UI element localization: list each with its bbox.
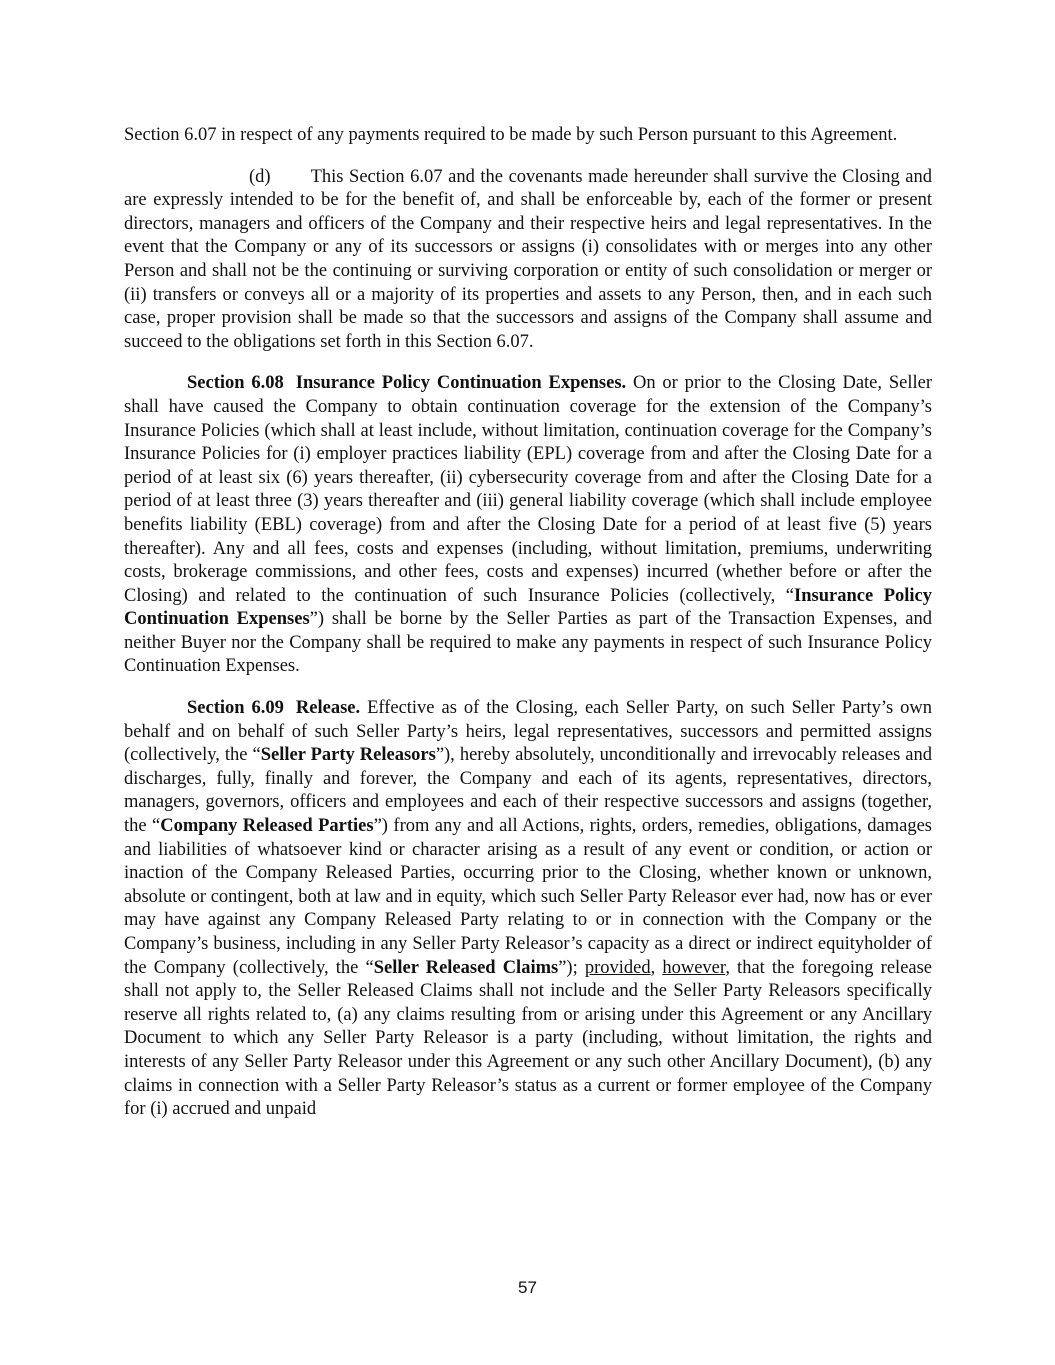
section-6-08-title: Insurance Policy Continuation Expenses. <box>295 373 627 394</box>
section-6-09-text-5: , that the foregoing release shall not apply to, the Seller Released Claims shall not include and the Seller Party Releasors specifically reserve all rights related to, (a) any claims resulting from or arising under this Agreement or any Ancillary Document to which any Seller Party Releasor is a party (including, without limitation, the rights and interests of any Seller Party Releasor under this Agreement or any such other Ancillary Document), (b) any claims in connection with a Seller Party Releasor’s status as a current or former employee of the Company for (i) accrued and unpaid <box>124 957 933 1120</box>
section-6-08-text-1: On or prior to the Closing Date, Seller shall have caused the Company to obtain continuation coverage for the extension of the Company’s Insurance Policies (which shall at least include, without limitation, continuation coverage for the Company’s Insurance Policies for (i) employer practices liability (EPL) coverage from and after the Closing Date for a period of at least six (6) years thereafter, (ii) cybersecurity coverage from and after the Closing Date for a period of at least three (3) years thereafter and (iii) general liability coverage (which shall include employee benefits liability (EBL) coverage) from and after the Closing Date for a period of at least five (5) years thereafter). Any and all fees, costs and expenses (including, without limitation, premiums, underwriting costs, brokerage commissions, and other fees, costs and expenses) incurred (whether before or after the Closing) and related to the continuation of such Insurance Policies (collectively, “ <box>124 373 932 606</box>
continued-paragraph-text: Section 6.07 in respect of any payments required to be made by such Person pursuant to this Agreement. <box>124 125 898 145</box>
defined-term-company-released-parties: Company Released Parties <box>160 816 374 837</box>
document-page <box>124 124 932 1122</box>
section-6-09-text-3: ”) from any and all Actions, rights, orders, remedies, obligations, damages and liabilities of whatsoever kind or character arising as a result of any event or condition, or action or inaction of the Company Released Parties, occurring prior to the Closing, whether known or unknown, absolute or contingent, both at law and in equity, which such Seller Party Releasor ever had, now has or ever may have against any Company Released Party relating to or in connection with the Company or the Company’s business, including in any Seller Party Releasor’s capacity as a direct or indirect equityholder of the Company (collectively, the “ <box>124 816 932 978</box>
provided-word: provided <box>584 957 651 978</box>
section-6-09-number: Section 6.09 <box>187 698 284 719</box>
continued-paragraph <box>124 124 932 148</box>
section-6-08-text-2: ”) shall be borne by the Seller Parties as part of the Transaction Expenses, and neither Buyer nor the Company shall be required to make any payments in respect of such Insurance Policy Continuation Expenses. <box>124 609 932 677</box>
however-word: however <box>662 957 726 978</box>
section-6-09-text-1: Effective as of the Closing, each Seller Party, on such Seller Party’s own behalf and on behalf of such Seller Party’s heirs, legal representatives, successors and permitted assigns (collectively, the “ <box>124 698 932 766</box>
section-6-08 <box>124 372 932 679</box>
paragraph-d-label: (d) <box>249 166 271 187</box>
defined-term-seller-party-releasors: Seller Party Releasors <box>260 745 436 766</box>
section-6-08-number: Section 6.08 <box>187 373 284 394</box>
section-6-08-defined-term: Insurance Policy Continuation Expenses <box>124 585 932 630</box>
section-6-09 <box>124 697 932 1122</box>
section-6-09-comma: , <box>650 957 663 978</box>
defined-term-seller-released-claims: Seller Released Claims <box>373 957 559 978</box>
section-6-09-title: Release. <box>295 698 361 719</box>
section-6-09-text-4: ”); <box>558 957 585 978</box>
page-number: 57 <box>518 1278 537 1297</box>
paragraph-d-text: This Section 6.07 and the covenants made hereunder shall survive the Closing and are expressly intended to be for the benefit of, and shall be enforceable by, each of the former or present directors, managers and officers of the Company and their respective heirs and legal representatives. In the event that the Company or any of its successors or assigns (i) consolidates with or merges into any other Person and shall not be the continuing or surviving corporation or entity of such consolidation or merger or (ii) transfers or conveys all or a majority of its properties and assets to any Person, then, and in each such case, proper provision shall be made so that the successors and assigns of the Company shall assume and succeed to the obligations set forth in this Section 6.07. <box>124 166 932 352</box>
paragraph-d <box>124 166 932 355</box>
section-6-09-text-2: ”), hereby absolutely, unconditionally and irrevocably releases and discharges, fully, finally and forever, the Company and each of its agents, representatives, directors, managers, governors, officers and employees and each of their respective successors and assigns (together, the “ <box>124 745 932 837</box>
